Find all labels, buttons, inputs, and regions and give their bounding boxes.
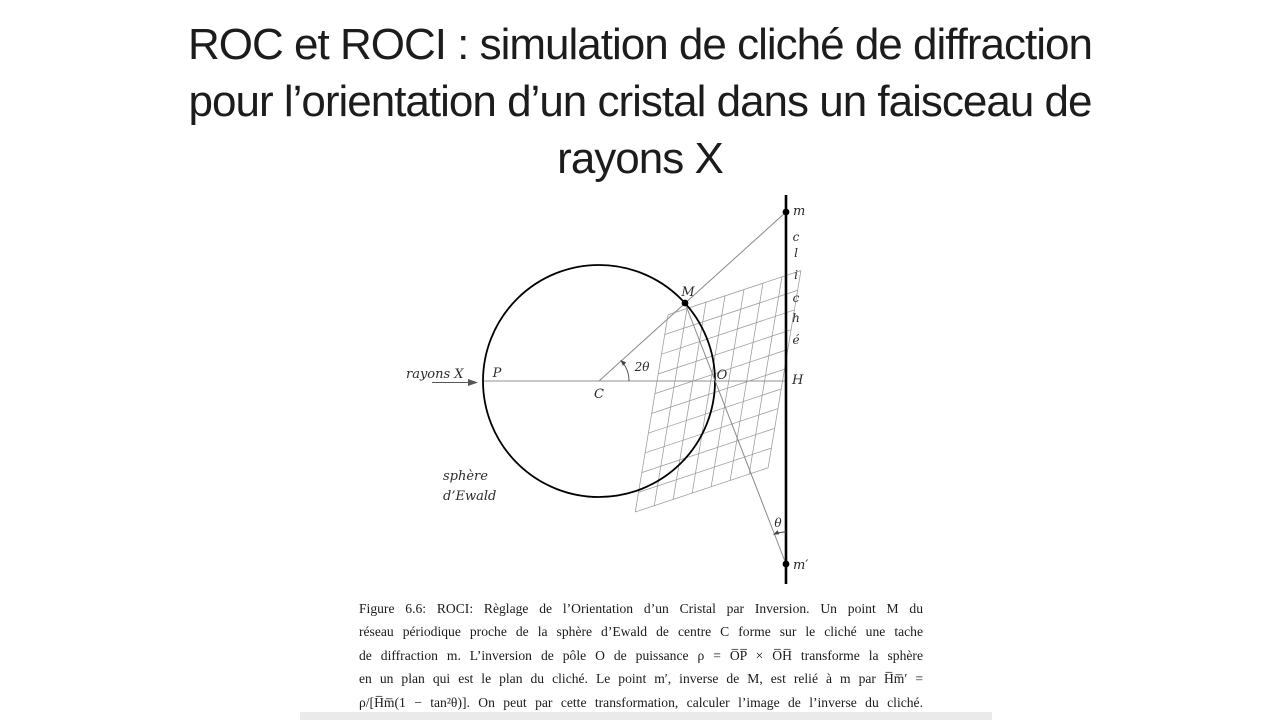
figure-caption: [359, 597, 923, 714]
lattice-grid: [635, 271, 801, 512]
svg-text:é: é: [792, 333, 800, 347]
label-m-prime: m′: [793, 558, 809, 573]
svg-text:c: c: [792, 291, 800, 305]
label-two-theta: 2θ: [634, 360, 650, 374]
two-theta-arc: [620, 360, 629, 381]
label-sphere: sphère: [443, 469, 488, 484]
caption-line-3: de diffraction m. L’inversion de pôle O de puissance ρ = O̅P̅ × O̅H̅ transforme la sphère: [359, 647, 923, 663]
slide-title-line-1: ROC et ROCI : simulation de cliché de diffraction: [188, 20, 1092, 69]
point-m-dot: [783, 209, 790, 216]
svg-text:i: i: [794, 268, 798, 282]
point-M-dot: [682, 300, 689, 307]
svg-text:h: h: [792, 311, 800, 325]
ewald-sphere-figure: [352, 190, 935, 586]
caption-line-5: ρ/[H̅m̅(1 − tan²θ)]. On peut par cette transformation, calculer l’image de l’inverse du cliché.: [359, 694, 923, 710]
label-dewald: d’Ewald: [443, 489, 497, 504]
caption-line-4: en un plan qui est le plan du cliché. Le point m′, inverse de M, est relié à m par H̅m̅′ =: [359, 671, 923, 687]
label-P: P: [492, 366, 502, 381]
slide-title: [0, 16, 1280, 187]
slide-title-line-2: pour l’orientation d’un cristal dans un faisceau de: [188, 77, 1092, 126]
label-m: m: [793, 204, 806, 219]
label-cliche-vertical: [792, 230, 800, 347]
two-theta-arrowhead-icon: [620, 360, 626, 366]
xray-arrowhead-icon: [468, 379, 478, 386]
label-H: H: [792, 373, 804, 388]
label-O: O: [716, 368, 728, 383]
label-rayons-x: rayons X: [406, 367, 464, 382]
slide-title-line-3: rayons X: [557, 134, 723, 183]
theta-arc: [773, 530, 786, 535]
point-m-prime-dot: [783, 561, 790, 568]
label-M: M: [681, 285, 695, 300]
label-theta: θ: [774, 516, 782, 530]
caption-line-2: réseau périodique proche de la sphère d’Ewald de centre C forme sur le cliché une tache: [359, 624, 923, 640]
svg-text:c: c: [792, 230, 800, 244]
bottom-edge-strip: [300, 712, 992, 720]
svg-text:l: l: [794, 246, 798, 260]
caption-line-1: Figure 6.6: ROCI: Règlage de l’Orientation d’un Cristal par Inversion. Un point M du: [359, 601, 923, 616]
label-C: C: [594, 387, 604, 402]
ewald-sphere-diagram: [352, 190, 935, 586]
